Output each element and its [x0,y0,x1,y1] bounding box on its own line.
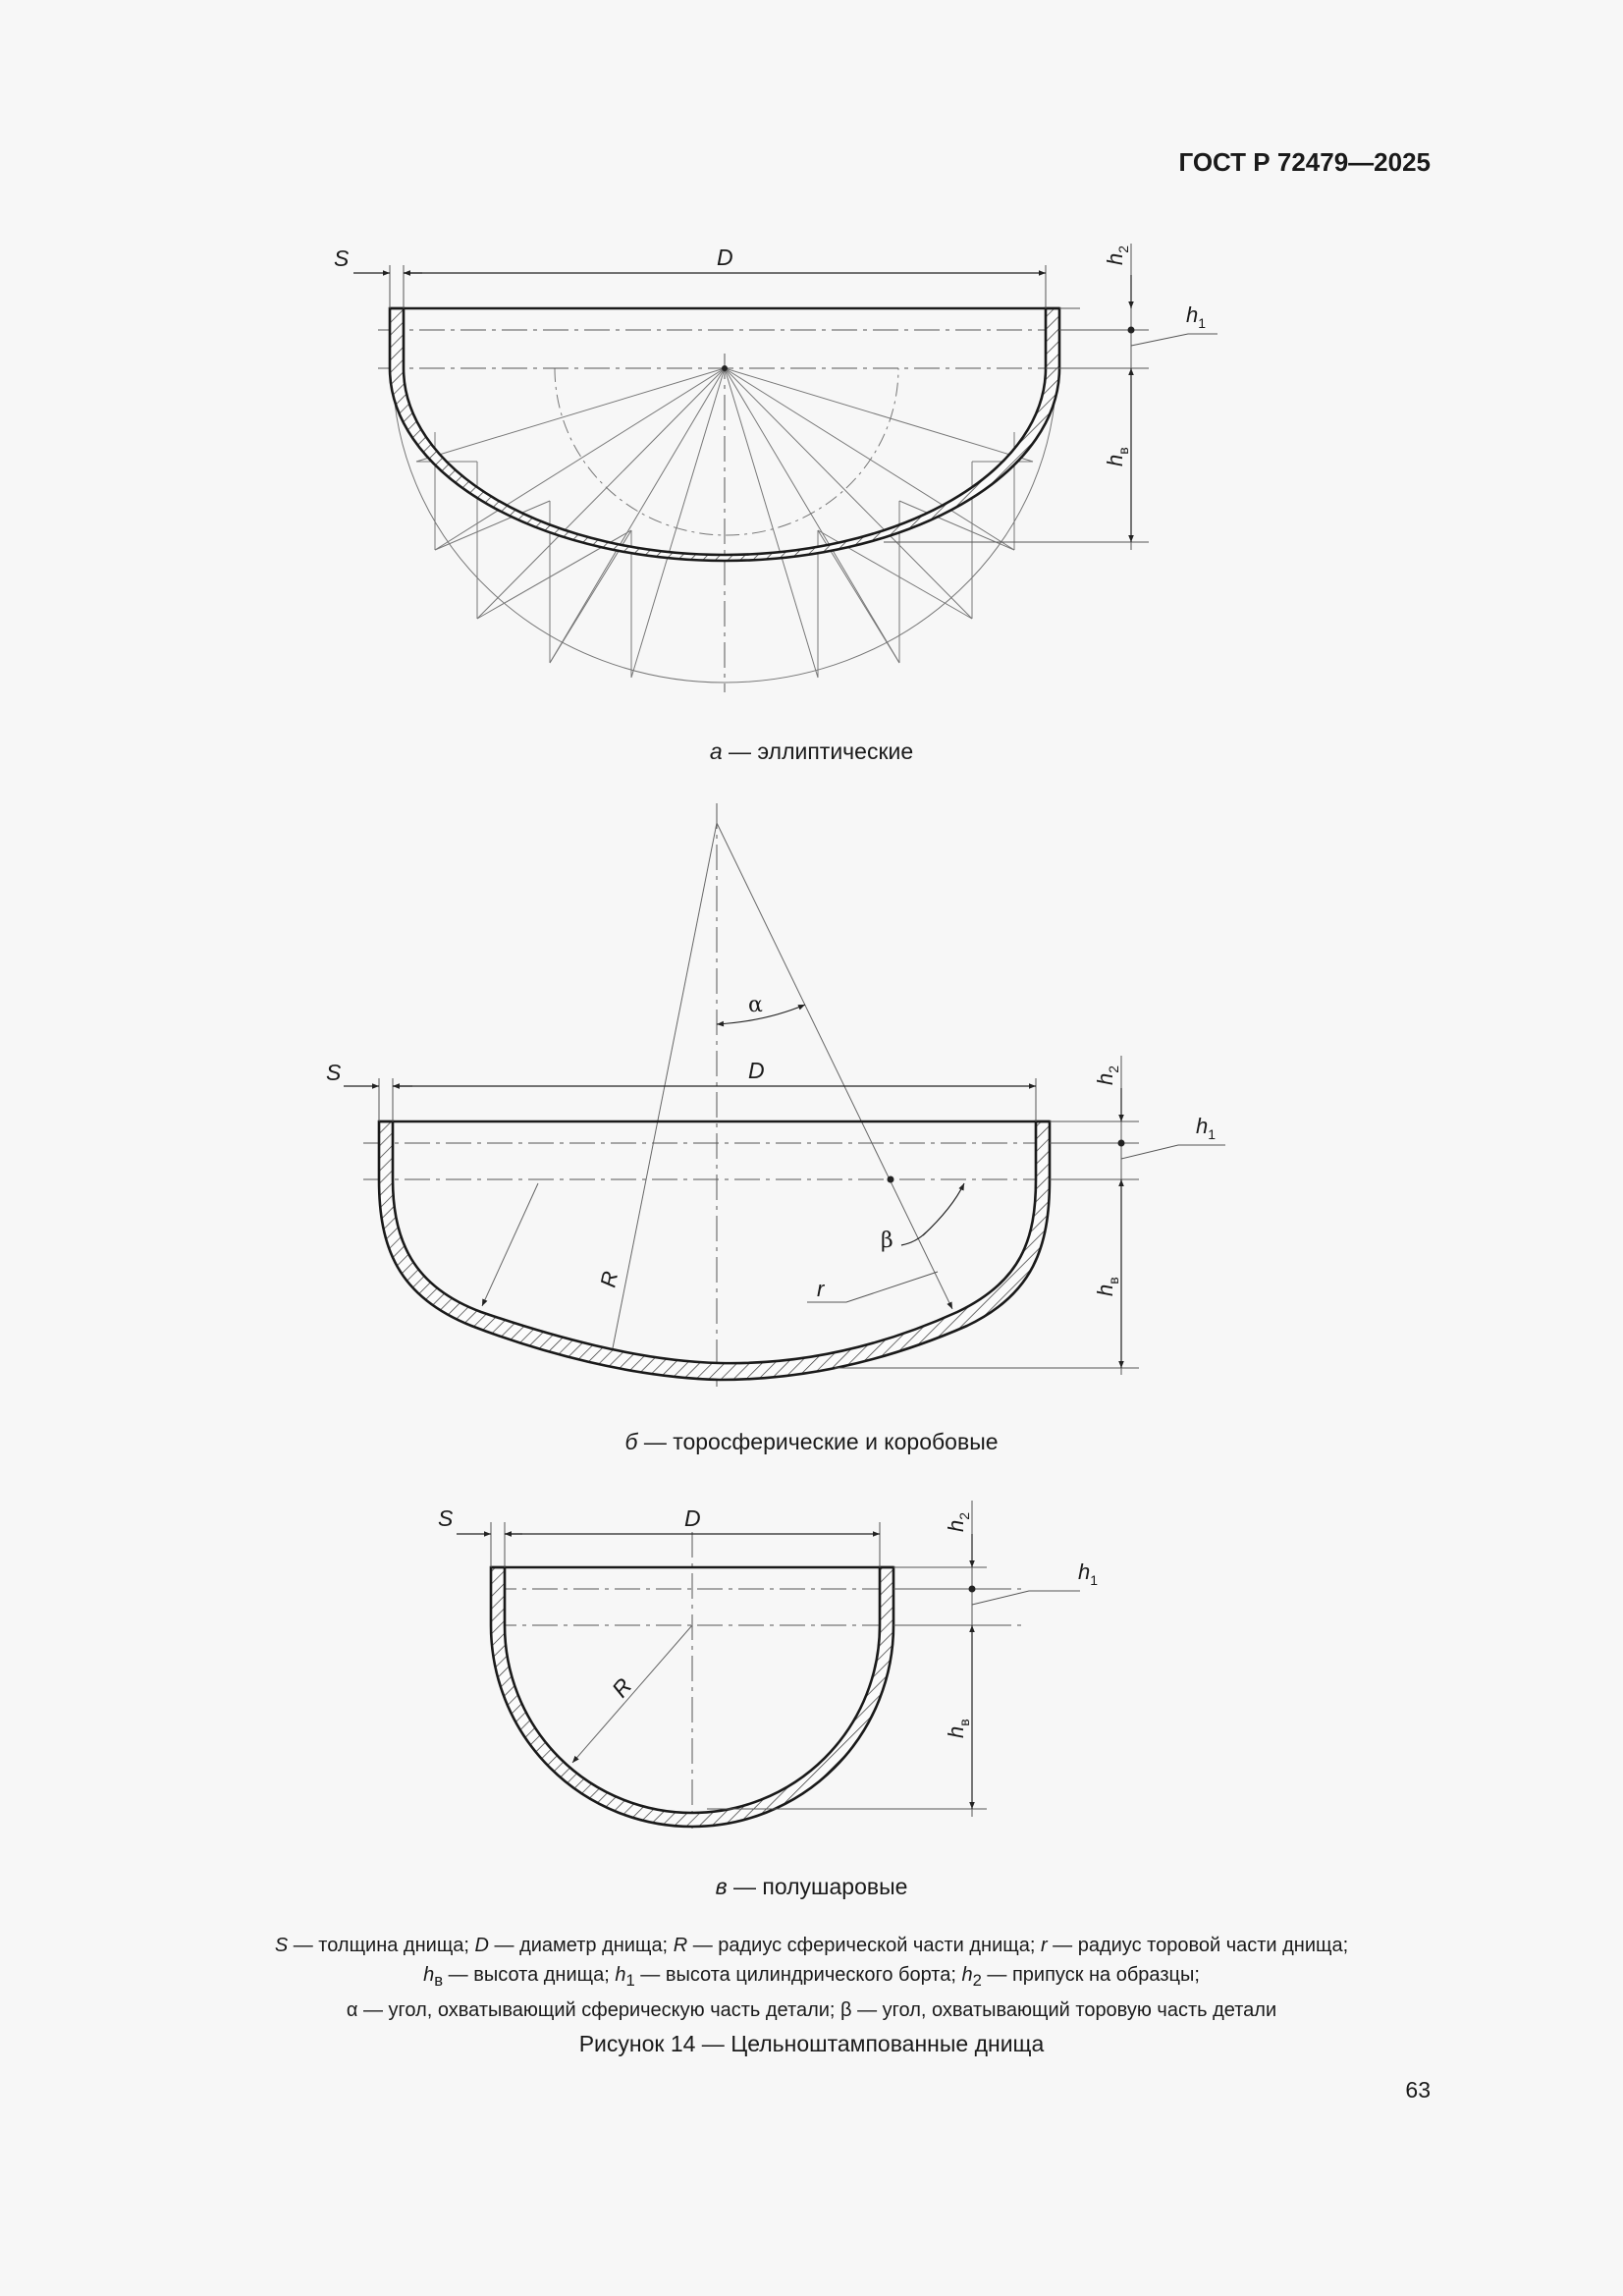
legend-symbol: h [423,1964,435,1986]
caption-v-text: — полушаровые [732,1874,908,1899]
svg-text:hв: $h_в$ [944,1719,972,1738]
label-r: r [817,1277,825,1301]
legend-text: — высота цилиндрического борта; [634,1964,962,1986]
label-D: D [748,1058,765,1083]
svg-text:R: R [606,1672,637,1703]
page-number: 63 [1405,2077,1431,2103]
legend-text: — припуск на образцы; [981,1964,1200,1986]
legend-symbol: r [1040,1935,1048,1956]
legend-symbol: D [474,1935,489,1956]
label-hv [1103,447,1131,466]
legend-text: — толщина днища; [288,1935,475,1956]
radius-R-line [610,823,717,1363]
legend-symbol: S [274,1935,289,1956]
legend-text: — радиус сферической части днища; [687,1935,1041,1956]
caption-b-text: — торосферические и коробовые [643,1429,999,1454]
torispherical-wall [379,1121,1050,1380]
caption-v [0,1874,1623,1900]
label-beta: β [881,1229,893,1253]
label-h2 [1103,246,1131,265]
legend-symbol: h [961,1964,973,1986]
label-S: S [326,1060,342,1085]
standard-number: ГОСТ Р 72479—2025 [1178,147,1431,177]
label-hv [1093,1277,1121,1296]
radius-r-left [482,1183,538,1306]
legend-text: — высота днища; [443,1964,616,1986]
caption-b [0,1429,1623,1455]
caption-v-letter: в [715,1874,728,1899]
legend-symbol: R [673,1935,688,1956]
legend-text: — радиус торовой части днища; [1047,1935,1349,1956]
label-h1: $h_1$ [1196,1114,1217,1142]
symbols-legend [0,1931,1623,2025]
label-S: S [438,1505,454,1531]
label-h1: $h_1$ [1078,1559,1099,1588]
svg-text:h2: $h_2$ [1103,245,1131,265]
label-h2 [1093,1066,1121,1085]
svg-text:hв: $h_в$ [1093,1277,1121,1296]
svg-text:hв: $h_в$ [1103,447,1131,466]
label-S: S [334,246,350,271]
construction-small-arc [555,368,898,535]
label-R [607,1673,637,1702]
label-h1: $h_1$ [1186,302,1207,331]
svg-text:h2: $h_2$ [944,1511,972,1532]
caption-a [0,738,1623,765]
legend-symbol: α [346,1999,358,2021]
legend-symbol: h [615,1964,626,1986]
hemispherical-head-drawing [438,1501,1098,1829]
label-D: D [717,245,733,270]
label-D: D [684,1505,701,1531]
legend-line-1 [0,1931,1623,1960]
label-h2 [944,1512,972,1532]
legend-text: — диаметр днища; [488,1935,674,1956]
caption-a-letter: а [709,738,723,764]
legend-line-2 [0,1960,1623,1995]
label-hv [944,1719,972,1738]
svg-text:R: R [595,1269,623,1290]
svg-text:h2: $h_2$ [1093,1065,1121,1085]
elliptical-head-drawing [334,244,1217,692]
label-R [595,1269,622,1289]
legend-subscript: 1 [625,1971,635,1990]
figure-caption: Рисунок 14 — Цельноштампованные днища [578,2031,1045,2056]
legend-subscript: 2 [972,1971,982,1990]
legend-subscript: в [434,1971,444,1990]
legend-line-3 [0,1995,1623,2025]
legend-text: — угол, охватывающий сферическую часть детали; [357,1999,841,2021]
torispherical-head-drawing [326,803,1225,1387]
legend-text: — угол, охватывающий торовую часть детали [851,1999,1277,2021]
label-alpha: α [748,993,763,1017]
caption-b-letter: б [624,1429,638,1454]
legend-symbol: β [840,1999,852,2021]
caption-a-text: — эллиптические [729,738,914,764]
